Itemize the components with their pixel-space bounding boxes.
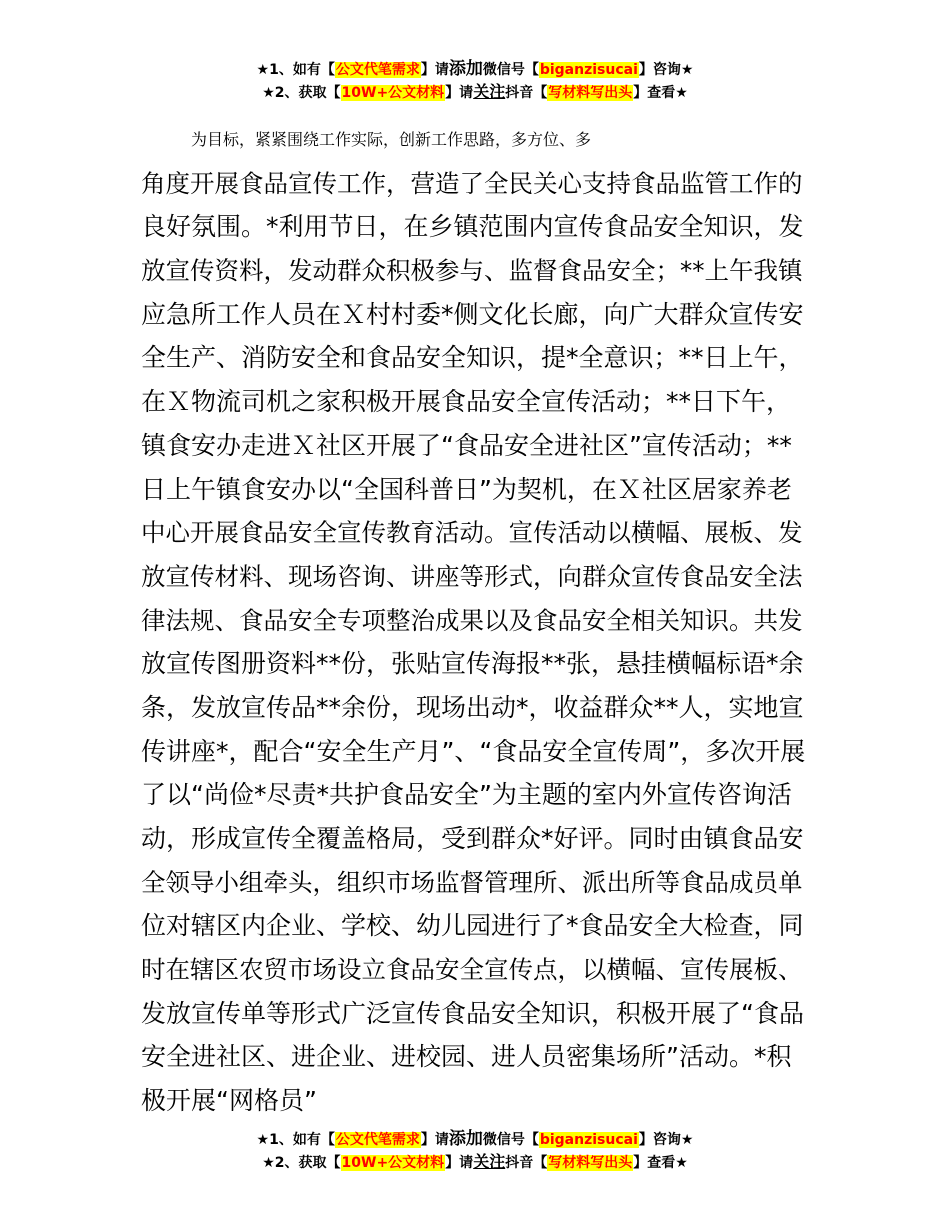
body-line: 角度开展食品宣传工作，营造了全民关心支持食品监管工作的 (141, 168, 803, 198)
banner-highlight: 公文代笔需求 (335, 62, 420, 78)
body-line: 放宣传图册资料**份，张贴宣传海报**张，悬挂横幅标语*余 (141, 649, 804, 679)
body-line: 在Ｘ物流司机之家积极开展食品安全宣传活动；**日下午， (141, 387, 792, 417)
banner-highlight: 写材料写出头 (548, 1155, 633, 1171)
banner-emphasis: 添加 (448, 59, 483, 79)
banner-text: 】咨询★ (638, 62, 694, 78)
banner-emphasis: 关注 (473, 1152, 506, 1171)
banner-text: 】查看★ (633, 1155, 688, 1171)
body-line: 时在辖区农贸市场设立食品安全宣传点，以横幅、宣传展板、 (141, 955, 803, 985)
body-line: 条，发放宣传品**余份，现场出动*，收益群众**人，实地宣 (141, 692, 804, 722)
body-line: 良好氛围。*利用节日，在乡镇范围内宣传食品安全知识，发 (141, 212, 804, 242)
banner-text: ★2、获取【 (262, 1155, 341, 1171)
header-banner (0, 58, 950, 104)
banner-text: 】请 (420, 1132, 449, 1148)
body-line: 动，形成宣传全覆盖格局，受到群众*好评。同时由镇食品安 (141, 824, 804, 853)
banner-text: 】请 (445, 85, 474, 101)
body-line: 极开展“网格员” (141, 1086, 317, 1116)
banner-text: 】查看★ (633, 85, 688, 101)
body-paragraph (141, 118, 813, 1123)
footer-banner (0, 1128, 950, 1174)
banner-text: 】请 (445, 1155, 474, 1171)
banner-text: 】请 (420, 62, 449, 78)
banner-highlight: 公文代笔需求 (335, 1132, 420, 1148)
body-line: 全生产、消防安全和食品安全知识，提*全意识；**日上午， (141, 343, 804, 373)
body-line: 中心开展食品安全宣传教育活动。宣传活动以横幅、展板、发 (141, 518, 803, 548)
banner-text: ★2、获取【 (262, 85, 341, 101)
banner-highlight: biganzisucai (539, 62, 638, 78)
body-line: 放宣传材料、现场咨询、讲座等形式，向群众宣传食品安全法 (141, 561, 803, 591)
banner-line-1 (0, 58, 950, 81)
body-line: 全领导小组牵头，组织市场监督管理所、派出所等食品成员单 (141, 867, 803, 897)
body-line: 应急所工作人员在Ｘ村村委*侧文化长廊，向广大群众宣传安 (141, 299, 804, 329)
body-line: 律法规、食品安全专项整治成果以及食品安全相关知识。共发 (141, 605, 803, 635)
body-line: 为目标，紧紧围绕工作实际，创新工作思路，多方位、多 (191, 130, 592, 149)
body-line: 镇食安办走进Ｘ社区开展了“食品安全进社区”宣传活动；** (141, 430, 792, 460)
banner-highlight: biganzisucai (539, 1132, 638, 1148)
banner-emphasis: 关注 (473, 82, 506, 101)
banner-text: 】咨询★ (638, 1132, 694, 1148)
body-line: 安全进社区、进企业、进校园、进人员密集场所”活动。*积 (141, 1042, 792, 1072)
body-line: 传讲座*，配合“安全生产月”、“食品安全宣传周”，多次开展 (141, 736, 806, 766)
banner-line-2 (0, 81, 950, 104)
banner-line-2 (0, 1151, 950, 1174)
banner-line-1 (0, 1128, 950, 1151)
banner-highlight: 10W+公文材料 (341, 85, 445, 101)
body-line: 了以“尚俭*尽责*共护食品安全”为主题的室内外宣传咨询活 (141, 780, 792, 810)
banner-text: 抖音【 (505, 85, 548, 101)
banner-text: 微信号【 (482, 1132, 539, 1148)
banner-highlight: 10W+公文材料 (341, 1155, 445, 1171)
banner-text: 微信号【 (482, 62, 539, 78)
banner-text: 抖音【 (505, 1155, 548, 1171)
body-line: 位对辖区内企业、学校、幼儿园进行了*食品安全大检查，同 (141, 911, 804, 941)
body-line: 发放宣传单等形式广泛宣传食品安全知识，积极开展了“食品 (141, 998, 804, 1028)
banner-text: ★1、如有【 (256, 1132, 335, 1148)
banner-highlight: 写材料写出头 (548, 85, 633, 101)
body-line: 日上午镇食安办以“全国科普日”为契机，在Ｘ社区居家养老 (141, 474, 792, 504)
banner-emphasis: 添加 (448, 1129, 483, 1149)
body-line: 放宣传资料，发动群众积极参与、监督食品安全；**上午我镇 (141, 256, 803, 286)
banner-text: ★1、如有【 (256, 62, 335, 78)
